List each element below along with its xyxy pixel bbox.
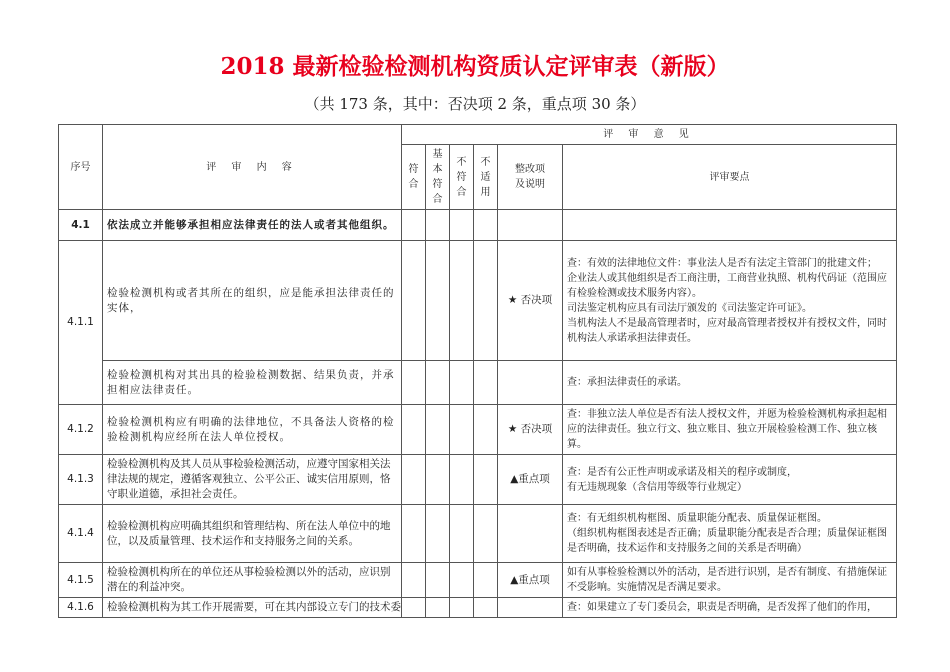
header-content: 评 审 内 容: [103, 125, 402, 210]
row-rectify: ★ 否决项: [498, 405, 563, 455]
non-conform-cell: [450, 455, 474, 505]
document-subtitle: （共 173 条，其中：否决项 2 条，重点项 30 条）: [304, 95, 646, 113]
row-points: 查：承担法律责任的承诺。: [563, 361, 897, 405]
row-rectify: [498, 598, 563, 618]
document-title: 2018 最新检验检测机构资质认定评审表（新版）: [220, 53, 730, 80]
row-content: 检验检测机构为其工作开展需要，可在其内部设立专门的技术委: [103, 598, 402, 618]
row-points: 如有从事检验检测以外的活动，是否进行识别，是否有制度、有措施保证不受影响。实施情况是否满足要求。: [563, 563, 897, 598]
table-row: [59, 505, 897, 563]
basic-conform-cell: [426, 455, 450, 505]
not-applicable-cell: [474, 455, 498, 505]
non-conform-cell: [450, 505, 474, 563]
header-basic-conform: 基 本 符 合: [426, 145, 450, 210]
row-content: 检验检测机构对其出具的检验检测数据、结果负责，并承担相应法律责任。: [103, 361, 402, 405]
non-conform-cell: [450, 563, 474, 598]
row-points: 查：有无组织机构框图、质量职能分配表、质量保证框图。 （组织机构框图表述是否正确；质量职能分配表是否合理；质量保证框图是否明确，技术运作和支持服务之间的关系是否明确）: [563, 505, 897, 563]
row-rectify: [498, 361, 563, 405]
header-opinion: 评 审 意 见: [402, 125, 897, 145]
header-conform: 符 合: [402, 145, 426, 210]
row-content: 检验检测机构应明确其组织和管理结构、所在法人单位中的地位，以及质量管理、技术运作和支持服务之间的关系。: [103, 505, 402, 563]
row-rectify: ★ 否决项: [498, 241, 563, 361]
non-conform-cell: [450, 361, 474, 405]
conform-cell: [402, 505, 426, 563]
header-non-conform: 不 符 合: [450, 145, 474, 210]
conform-cell: [402, 405, 426, 455]
not-applicable-cell: [474, 598, 498, 618]
table-row: [59, 405, 897, 455]
row-content: 检验检测机构所在的单位还从事检验检测以外的活动，应识别潜在的利益冲突。: [103, 563, 402, 598]
conform-cell: [402, 598, 426, 618]
non-conform-cell: [450, 241, 474, 361]
basic-conform-cell: [426, 563, 450, 598]
not-applicable-cell: [474, 563, 498, 598]
non-conform-cell: [450, 598, 474, 618]
conform-cell: [402, 241, 426, 361]
header-seq: 序号: [59, 125, 103, 210]
row-content: 依法成立并能够承担相应法律责任的法人或者其他组织。: [103, 210, 402, 241]
conform-cell: [402, 455, 426, 505]
basic-conform-cell: [426, 210, 450, 241]
review-table: [58, 124, 897, 618]
not-applicable-cell: [474, 241, 498, 361]
not-applicable-cell: [474, 505, 498, 563]
not-applicable-cell: [474, 361, 498, 405]
conform-cell: [402, 361, 426, 405]
row-seq: 4.1: [59, 210, 103, 241]
row-seq: 4.1.5: [59, 563, 103, 598]
basic-conform-cell: [426, 598, 450, 618]
conform-cell: [402, 210, 426, 241]
header-rectify: 整改项 及说明: [498, 145, 563, 210]
row-rectify: [498, 505, 563, 563]
row-seq: 4.1.1: [59, 241, 103, 405]
non-conform-cell: [450, 210, 474, 241]
basic-conform-cell: [426, 361, 450, 405]
row-rectify: [498, 210, 563, 241]
conform-cell: [402, 563, 426, 598]
basic-conform-cell: [426, 505, 450, 563]
table-row: [59, 210, 897, 241]
row-seq: 4.1.4: [59, 505, 103, 563]
not-applicable-cell: [474, 405, 498, 455]
row-points: 查：非独立法人单位是否有法人授权文件，并愿为检验检测机构承担起相应的法律责任。独立行文、独立账目、独立开展检验检测工作、独立核算。: [563, 405, 897, 455]
row-content: 检验检测机构或者其所在的组织，应是能承担法律责任的实体，: [103, 241, 402, 361]
header-key-points: 评审要点: [563, 145, 897, 210]
non-conform-cell: [450, 405, 474, 455]
header-not-applicable: 不 适 用: [474, 145, 498, 210]
row-rectify: ▲重点项: [498, 455, 563, 505]
row-rectify: ▲重点项: [498, 563, 563, 598]
not-applicable-cell: [474, 210, 498, 241]
row-points: 查：如果建立了专门委员会，职责是否明确，是否发挥了他们的作用，: [563, 598, 897, 618]
table-row: [59, 598, 897, 618]
row-seq: 4.1.2: [59, 405, 103, 455]
row-points: 查：是否有公正性声明或承诺及相关的程序或制度， 有无违规现象（含信用等级等行业规定）: [563, 455, 897, 505]
table-row: [59, 563, 897, 598]
row-points: 查：有效的法律地位文件：事业法人是否有法定主管部门的批建文件； 企业法人或其他组织是否工商注册，工商营业执照、机构代码证（范围应有检验检测或技术服务内容）。 司法鉴定机构应具有司法厅颁发的《司法鉴定许可证》。 当机构法人不是最高管理者时，应对最高管理者授权并有授权文件，同时机构法人承诺承担法律责任。: [563, 241, 897, 361]
basic-conform-cell: [426, 241, 450, 361]
row-content: 检验检测机构及其人员从事检验检测活动，应遵守国家相关法律法规的规定，遵循客观独立、公平公正、诚实信用原则，恪守职业道德，承担社会责任。: [103, 455, 402, 505]
table-row: [59, 361, 897, 405]
row-seq: 4.1.3: [59, 455, 103, 505]
basic-conform-cell: [426, 405, 450, 455]
row-content: 检验检测机构应有明确的法律地位，不具备法人资格的检验检测机构应经所在法人单位授权。: [103, 405, 402, 455]
row-seq: 4.1.6: [59, 598, 103, 618]
table-row: [59, 241, 897, 361]
row-points: [563, 210, 897, 241]
table-row: [59, 455, 897, 505]
